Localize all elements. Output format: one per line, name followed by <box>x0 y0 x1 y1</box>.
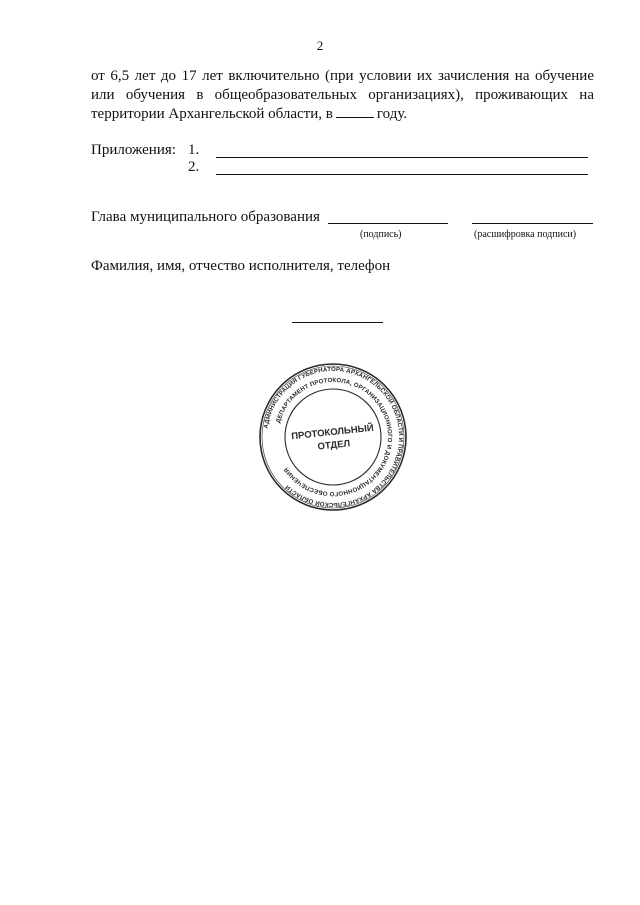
protocol-department-stamp <box>258 362 408 512</box>
appendix-label: Приложения: <box>91 142 176 158</box>
body-line-3 <box>91 104 594 124</box>
end-rule <box>292 322 383 323</box>
stamp-inner-text: ДЕПАРТАМЕНТ ПРОТОКОЛА, ОРГАНИЗАЦИОННОГО И ДОКУМЕНТАЦИОННОГО ОБЕСПЕЧЕНИЯ <box>274 376 394 498</box>
executor-label: Фамилия, имя, отчество исполнителя, телефон <box>91 258 391 274</box>
signature-caption: (подпись) <box>360 229 402 240</box>
body-paragraph <box>91 67 594 124</box>
signature-decoding-caption: (расшифровка подписи) <box>474 229 577 240</box>
head-of-municipality-label: Глава муниципального образования <box>91 209 320 225</box>
stamp-outer-text: АДМИНИСТРАЦИЯ ГУБЕРНАТОРА АРХАНГЕЛЬСКОЙ ОБЛАСТИ И ПРАВИТЕЛЬСТВА АРХАНГЕЛЬСКОЙ ОБЛАСТИ <box>262 365 405 509</box>
stamp-center-line-2: ОТДЕЛ <box>317 438 351 453</box>
signature-line[interactable] <box>328 223 448 224</box>
appendix-item-1-line[interactable] <box>216 157 588 158</box>
appendix-item-2-line[interactable] <box>216 174 588 175</box>
signature-decoding-line[interactable] <box>472 223 593 224</box>
body-line-2: или обучения в общеобразовательных организациях), проживающих на <box>91 86 594 103</box>
page-number: 2 <box>316 38 324 53</box>
body-line-3-prefix: территории Архангельской области, в <box>91 106 333 122</box>
year-blank-field[interactable] <box>336 104 374 118</box>
appendix-item-number-2: 2. <box>188 159 200 175</box>
stamp-graphic <box>258 362 408 512</box>
stamp-center-line-1: ПРОТОКОЛЬНЫЙ <box>290 422 375 443</box>
appendix-item-number-1: 1. <box>188 142 200 158</box>
body-line-1: от 6,5 лет до 17 лет включительно (при условии их зачисления на обучение <box>91 68 594 84</box>
body-line-3-suffix: году. <box>376 106 408 122</box>
